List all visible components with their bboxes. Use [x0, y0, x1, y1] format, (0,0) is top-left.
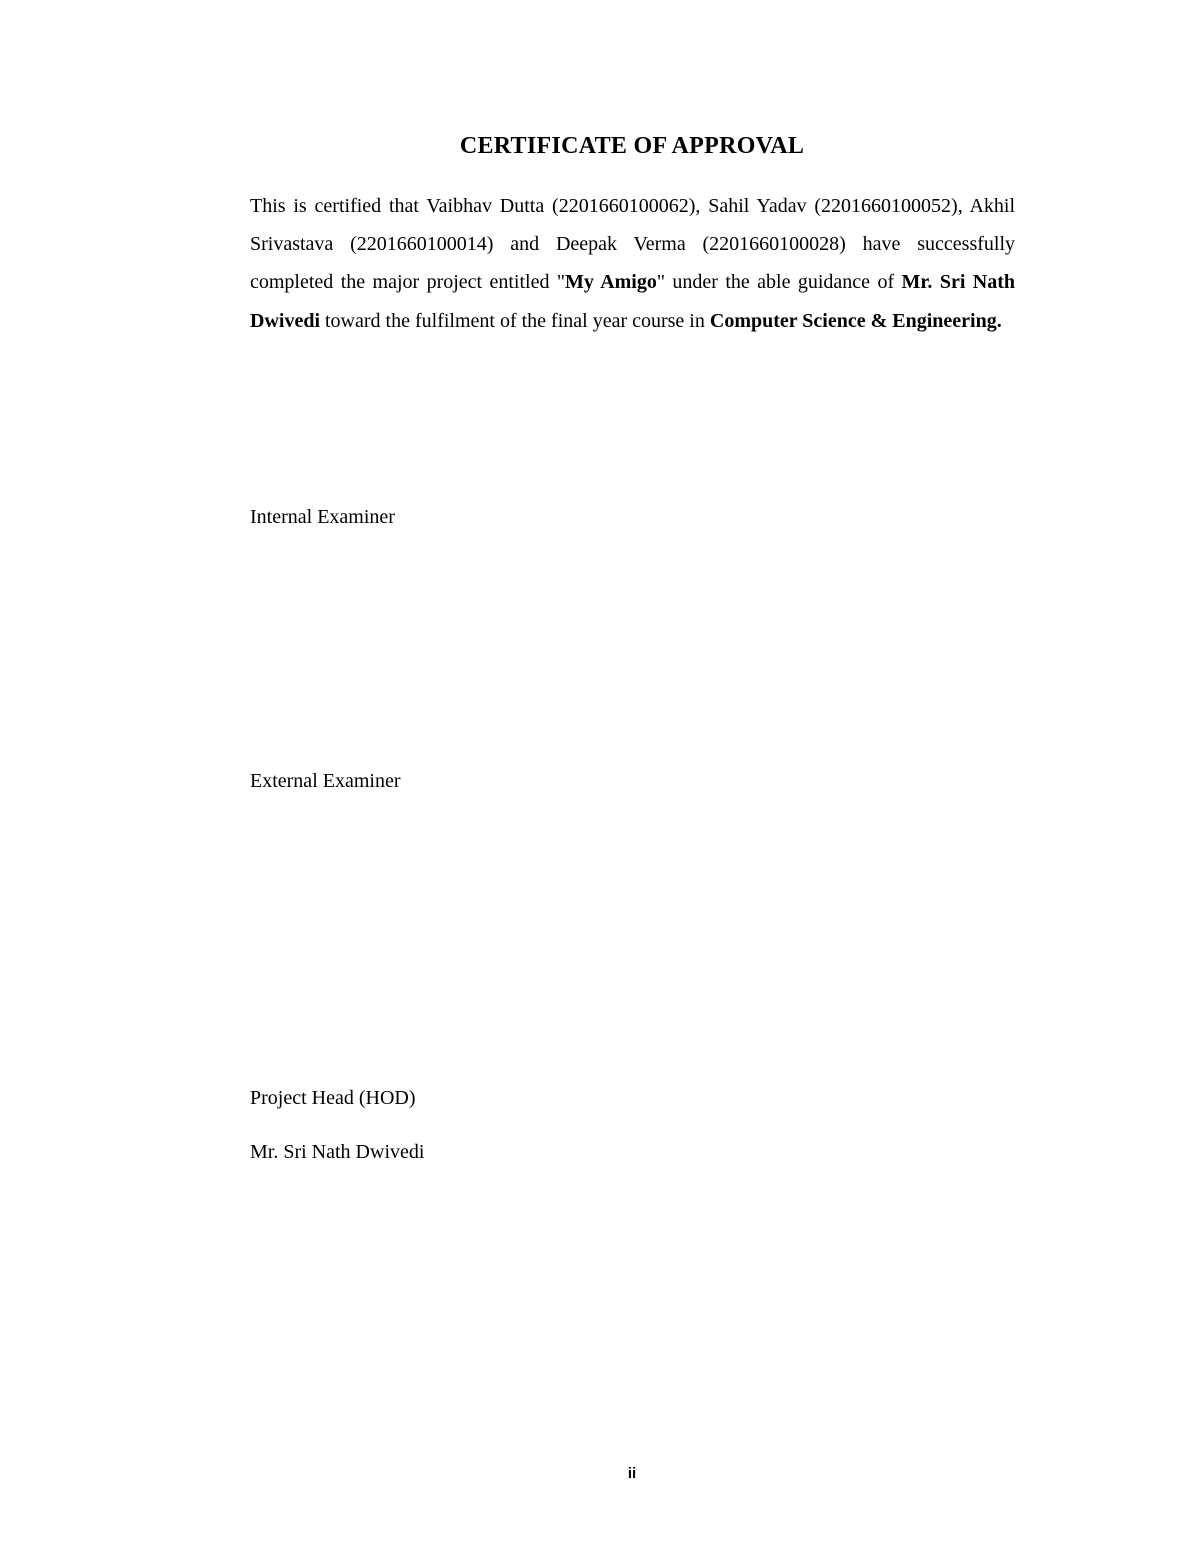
paragraph-text-2: " under the able guidance of [656, 271, 902, 294]
paragraph-text-3: toward the fulfilment of the final year course in [320, 309, 710, 332]
internal-examiner-label: Internal Examiner [250, 506, 395, 528]
certificate-title: CERTIFICATE OF APPROVAL [459, 133, 805, 159]
paragraph-text-1: This is certified that Vaibhav Dutta (2201660100062), Sahil Yadav (2201660100052), Akhil Srivastava (2201660100014) and Deepak Verma (2201660100028) have successfully completed the major project entitled " [250, 195, 1015, 294]
project-name: My Amigo [565, 271, 657, 294]
page-number: ii [627, 1465, 637, 1482]
project-head-label: Project Head (HOD) [250, 1087, 416, 1109]
project-head-name: Mr. Sri Nath Dwivedi [250, 1141, 425, 1163]
certificate-paragraph [250, 187, 1015, 340]
course-name: Computer Science & Engineering. [709, 309, 1002, 332]
external-examiner-label: External Examiner [250, 770, 401, 792]
guide-name: Mr. Sri Nath Dwivedi [250, 271, 1016, 332]
